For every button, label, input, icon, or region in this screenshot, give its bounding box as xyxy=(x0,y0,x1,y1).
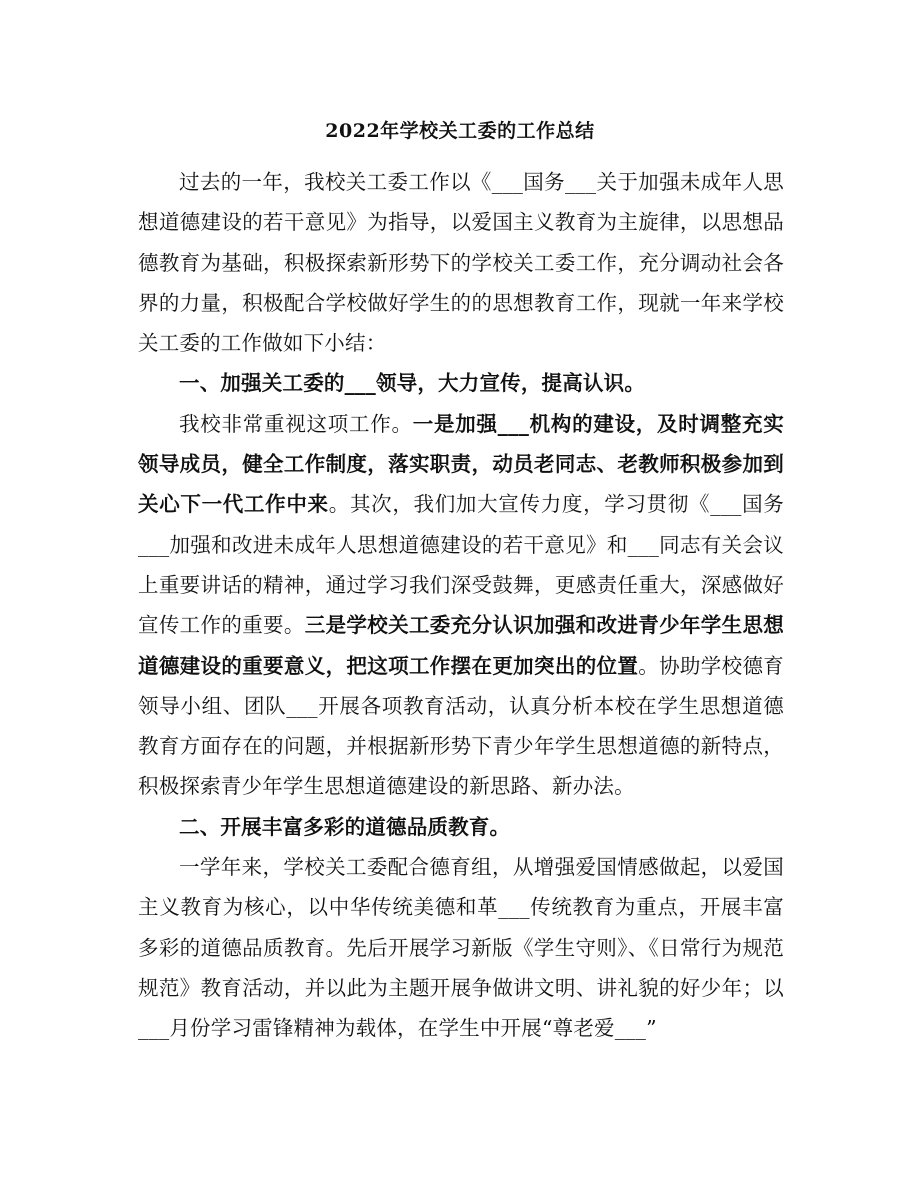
section-2-heading: 二、开展丰富多彩的道德品质教育。 xyxy=(179,814,511,839)
paragraph-text: 。其次，我们加大宣传力度，学习贯彻《___国务___加强和改进未成年人思想道德建设的若干意见》和___同志有关会议上重要讲话的精神，通过学习我们深受鼓舞，更感责任重大，深感做好宣传工作的重要。 xyxy=(138,492,784,638)
bold-statement: 一是加强___机构的建设，及时调整充实领导成员，健全工作制度，落实职责，动员老同志、老教师积极参加到关心下一代工作中来 xyxy=(138,411,784,517)
bold-statement: 三是学校关工委充分认识加强和改进青少年学生思想道德建设的重要意义，把这项工作摆在更加突出的位置 xyxy=(138,613,784,678)
document-body xyxy=(138,162,784,1049)
section-1-heading: 一、加强关工委的___领导，大力宣传，提高认识。 xyxy=(179,371,646,396)
paragraph-text: 我校非常重视这项工作。 xyxy=(179,411,413,436)
section-2-paragraph: 一学年来，学校关工委配合德育组，从增强爱国情感做起，以爱国主义教育为核心，以中华传统美德和革___传统教育为重点，开展丰富多彩的道德品质教育。先后开展学习新版《学生守则》、《日常行为规范规范》教育活动，并以此为主题开展争做讲文明、讲礼貌的好少年；以___月份学习雷锋精神为载体，在学生中开展“尊老爱___” xyxy=(138,855,784,1041)
document-title: 2022年学校关工委的工作总结 xyxy=(325,120,595,142)
intro-paragraph: 过去的一年，我校关工委工作以《___国务___关于加强未成年人思想道德建设的若干意见》为指导，以爱国主义教育为主旋律，以思想品德教育为基础，积极探索新形势下的学校关工委工作，充分调动社会各界的力量，积极配合学校做好学生的的思想教育工作，现就一年来学校关工委的工作做如下小结： xyxy=(138,170,784,356)
section-1-paragraph xyxy=(138,404,784,807)
paragraph-text: 。协助学校德育领导小组、团队___开展各项教育活动，认真分析本校在学生思想道德教育方面存在的问题，并根据新形势下青少年学生思想道德的新特点，积极探索青少年学生思想道德建设的新思路、新办法。 xyxy=(138,653,784,799)
